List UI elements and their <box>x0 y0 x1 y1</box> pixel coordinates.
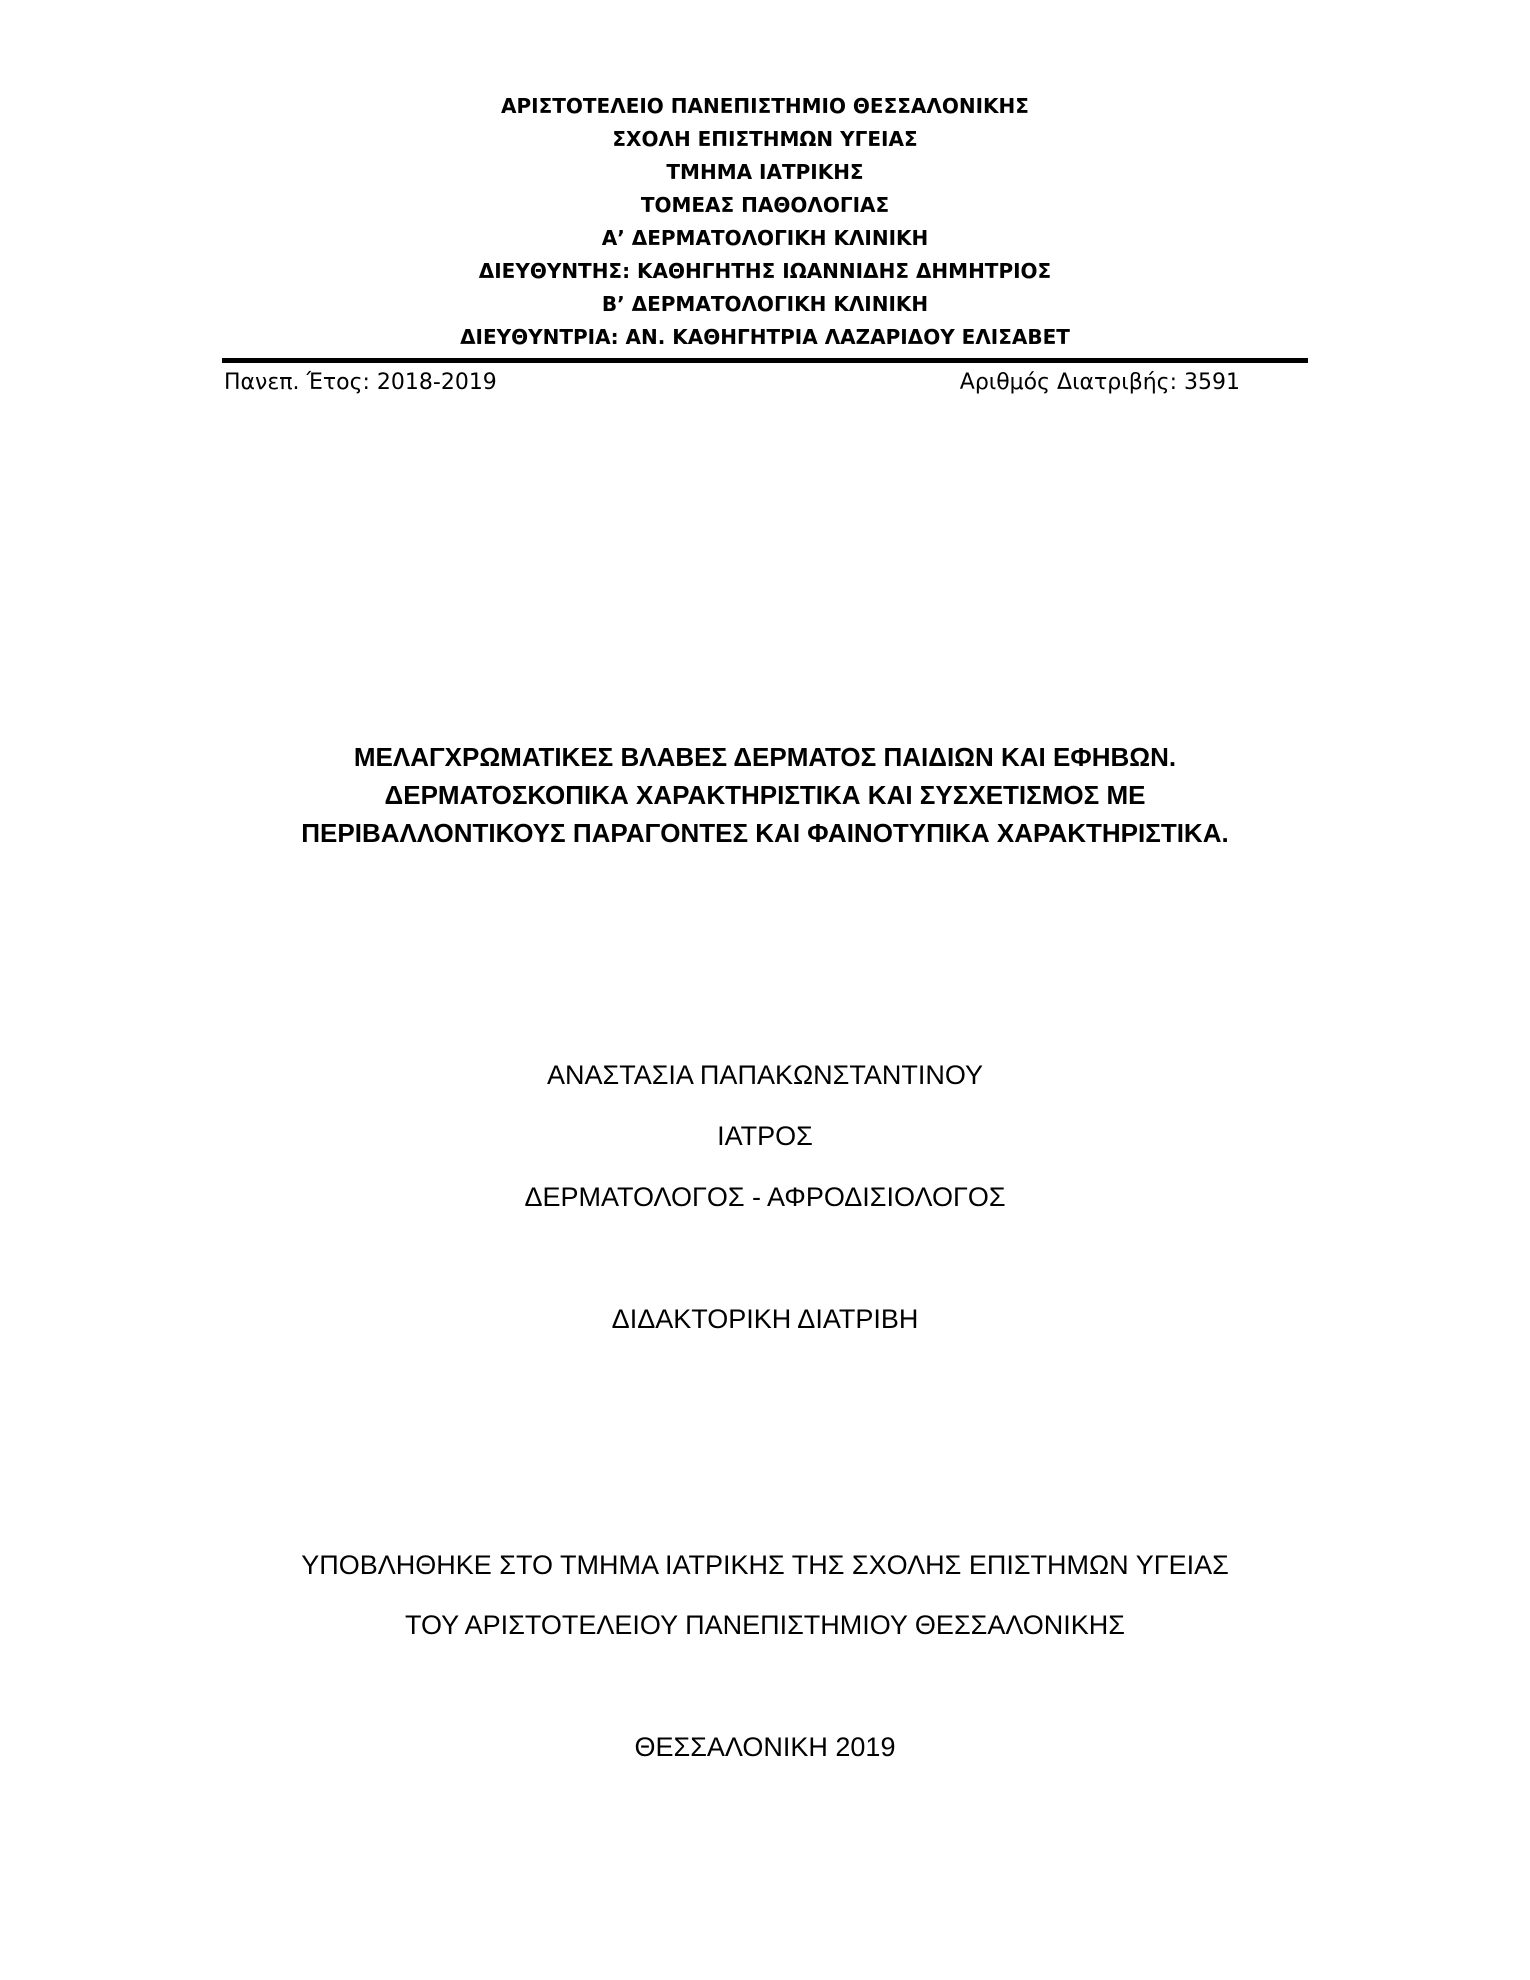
academic-year: Πανεπ. Έτος: 2018-2019 <box>224 370 497 395</box>
header-clinic-a: Α’ ΔΕΡΜΑΤΟΛΟΓΙΚΗ ΚΛΙΝΙΚΗ <box>601 226 929 250</box>
header-director-a: ΔΙΕΥΘΥΝΤΗΣ: ΚΑΘΗΓΗΤΗΣ ΙΩΑΝΝΙΔΗΣ ΔΗΜΗΤΡΙΟΣ <box>478 259 1052 283</box>
header-sector: ΤΟΜΕΑΣ ΠΑΘΟΛΟΓΙΑΣ <box>640 193 890 217</box>
header-clinic-b: Β’ ΔΕΡΜΑΤΟΛΟΓΙΚΗ ΚΛΙΝΙΚΗ <box>601 292 929 316</box>
title-line-3: ΠΕΡΙΒΑΛΛΟΝΤΙΚΟΥΣ ΠΑΡΑΓΟΝΤΕΣ ΚΑΙ ΦΑΙΝΟΤΥΠΙΚΑ ΧΑΡΑΚΤΗΡΙΣΤΙΚΑ. <box>301 818 1229 848</box>
thesis-number: Αριθμός Διατριβής: 3591 <box>959 370 1240 395</box>
title-line-1: ΜΕΛΑΓΧΡΩΜΑΤΙΚΕΣ ΒΛΑΒΕΣ ΔΕΡΜΑΤΟΣ ΠΑΙΔΙΩΝ ΚΑΙ ΕΦΗΒΩΝ. <box>353 742 1177 772</box>
submission-line-2: ΤΟΥ ΑΡΙΣΤΟΤΕΛΕΙΟΥ ΠΑΝΕΠΙΣΤΗΜΙΟΥ ΘΕΣΣΑΛΟΝΙΚΗΣ <box>405 1610 1125 1640</box>
document-type: ΔΙΔΑΚΤΟΡΙΚΗ ΔΙΑΤΡΙΒΗ <box>611 1304 919 1334</box>
author-specialty: ΔΕΡΜΑΤΟΛΟΓΟΣ - ΑΦΡΟΔΙΣΙΟΛΟΓΟΣ <box>524 1182 1006 1212</box>
header-university: ΑΡΙΣΤΟΤΕΛΕΙΟ ΠΑΝΕΠΙΣΤΗΜΙΟ ΘΕΣΣΑΛΟΝΙΚΗΣ <box>501 94 1029 118</box>
title-line-2: ΔΕΡΜΑΤΟΣΚΟΠΙΚΑ ΧΑΡΑΚΤΗΡΙΣΤΙΚΑ ΚΑΙ ΣΥΣΧΕΤΙΣΜΟΣ ΜΕ <box>384 780 1146 810</box>
submission-line-1: ΥΠΟΒΛΗΘΗΚΕ ΣΤΟ ΤΜΗΜΑ ΙΑΤΡΙΚΗΣ ΤΗΣ ΣΧΟΛΗΣ ΕΠΙΣΤΗΜΩΝ ΥΓΕΙΑΣ <box>301 1550 1229 1580</box>
place-date: ΘΕΣΣΑΛΟΝΙΚΗ 2019 <box>634 1732 896 1762</box>
header-director-b: ΔΙΕΥΘΥΝΤΡΙΑ: ΑΝ. ΚΑΘΗΓΗΤΡΙΑ ΛΑΖΑΡΙΔΟΥ ΕΛΙΣΑΒΕΤ <box>460 325 1070 349</box>
header-divider <box>222 358 1308 363</box>
header-school: ΣΧΟΛΗ ΕΠΙΣΤΗΜΩΝ ΥΓΕΙΑΣ <box>612 127 918 151</box>
thesis-title <box>0 738 1530 852</box>
author-name: ΑΝΑΣΤΑΣΙΑ ΠΑΠΑΚΩΝΣΤΑΝΤΙΝΟΥ <box>547 1060 983 1090</box>
institution-header <box>0 90 1530 354</box>
header-department: ΤΜΗΜΑ ΙΑΤΡΙΚΗΣ <box>666 160 864 184</box>
author-profession: ΙΑΤΡΟΣ <box>717 1121 813 1151</box>
